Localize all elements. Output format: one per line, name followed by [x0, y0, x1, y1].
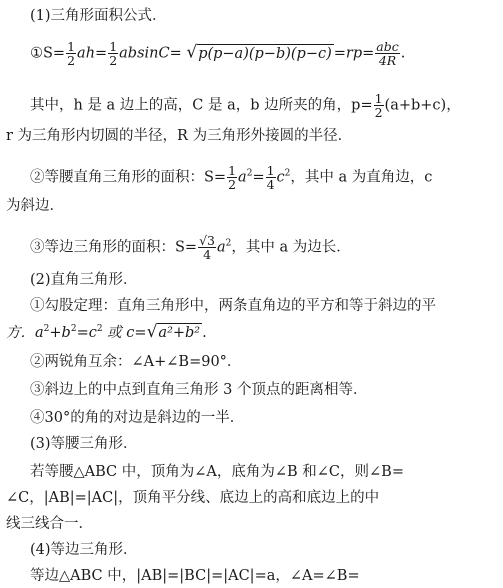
pythagorean-sqrt: a²+b² [158, 325, 201, 341]
radical-sign: √ [186, 42, 198, 63]
section-heading-isosceles: (3)等腰三角形． [30, 436, 138, 452]
fraction-sqrt3-4: $\frac{√3}{4}$ [199, 233, 216, 262]
isosceles-line: 若等腰△ABC 中，顶角为∠A，底角为∠B 和∠C，则∠B= [30, 464, 404, 480]
pythagorean-line: ①勾股定理：直角三角形中，两条直角边的平方和等于斜边的平 [30, 298, 436, 314]
thirty-degree-line: ④30°的角的对边是斜边的一半． [30, 410, 245, 426]
isosceles-line: ∠C，|AB|=|AC|，顶角平分线、底边上的高和底边上的中 [6, 490, 380, 506]
explanation-line: 为斜边． [6, 198, 64, 214]
formula-absinc: absinC= [119, 45, 182, 62]
midpoint-line: ③斜边上的中点到直角三角形 3 个顶点的距离相等． [30, 382, 368, 398]
section-heading-equilateral: (4)等边三角形． [30, 542, 138, 558]
fraction-abc-4r: $\frac{\text{abc}}{4R}$ [376, 39, 399, 68]
fraction-half: $\frac{1}{2}$ [109, 39, 118, 68]
radical-sign: √ [146, 322, 158, 342]
area-formula-line [30, 40, 405, 67]
fraction-half: $\frac{1}{2}$ [228, 163, 237, 192]
fraction-half: $\frac{1}{2}$ [374, 91, 383, 120]
equilateral-line: 等边△ABC 中，|AB|=|BC|=|AC|=a，∠A=∠B= [30, 568, 360, 584]
equilateral-area-line: ③等边三角形的面积：S= $\frac{√3}{4}$ $a^2$，其中 a 为边长． [30, 233, 351, 262]
explanation-line: 其中，h 是 a 边上的高，C 是 a，b 边所夹的角，p= $\frac{1}{2}$ (a+b+c)， [30, 91, 461, 120]
explanation-line: r 为三角形内切圆的半径，R 为三角形外接圆的半径． [6, 128, 353, 144]
isosceles-line: 线三线合一． [6, 516, 93, 532]
isosceles-right-area-line: ②等腰直角三角形的面积：S= $\frac{1}{2}$ $a^2=$ $\frac{1}{4}$ $c^2$，其中 a 为直角边，c [30, 163, 433, 192]
complementary-angles-line: ②两锐角互余：∠A+∠B=90°． [30, 354, 242, 370]
heron-expression: p(p−a)(p−b)(p−c) [198, 45, 332, 62]
formula-s: S= [43, 45, 66, 62]
formula-end: . [400, 45, 406, 62]
pythagorean-formula-line: 方．$a^2+b^2=c^2$ 或 c=√a²+b² . [6, 322, 207, 342]
fraction-quarter: $\frac{1}{4}$ [266, 163, 275, 192]
section-heading-area-formula: (1)三角形面积公式． [30, 8, 167, 24]
item-marker: ① [30, 45, 43, 62]
formula-ah: ah= [77, 45, 108, 62]
formula-rp: =rp= [333, 45, 375, 62]
section-heading-right-triangle: (2)直角三角形． [30, 272, 138, 288]
fraction-half: $\frac{1}{2}$ [67, 39, 76, 68]
